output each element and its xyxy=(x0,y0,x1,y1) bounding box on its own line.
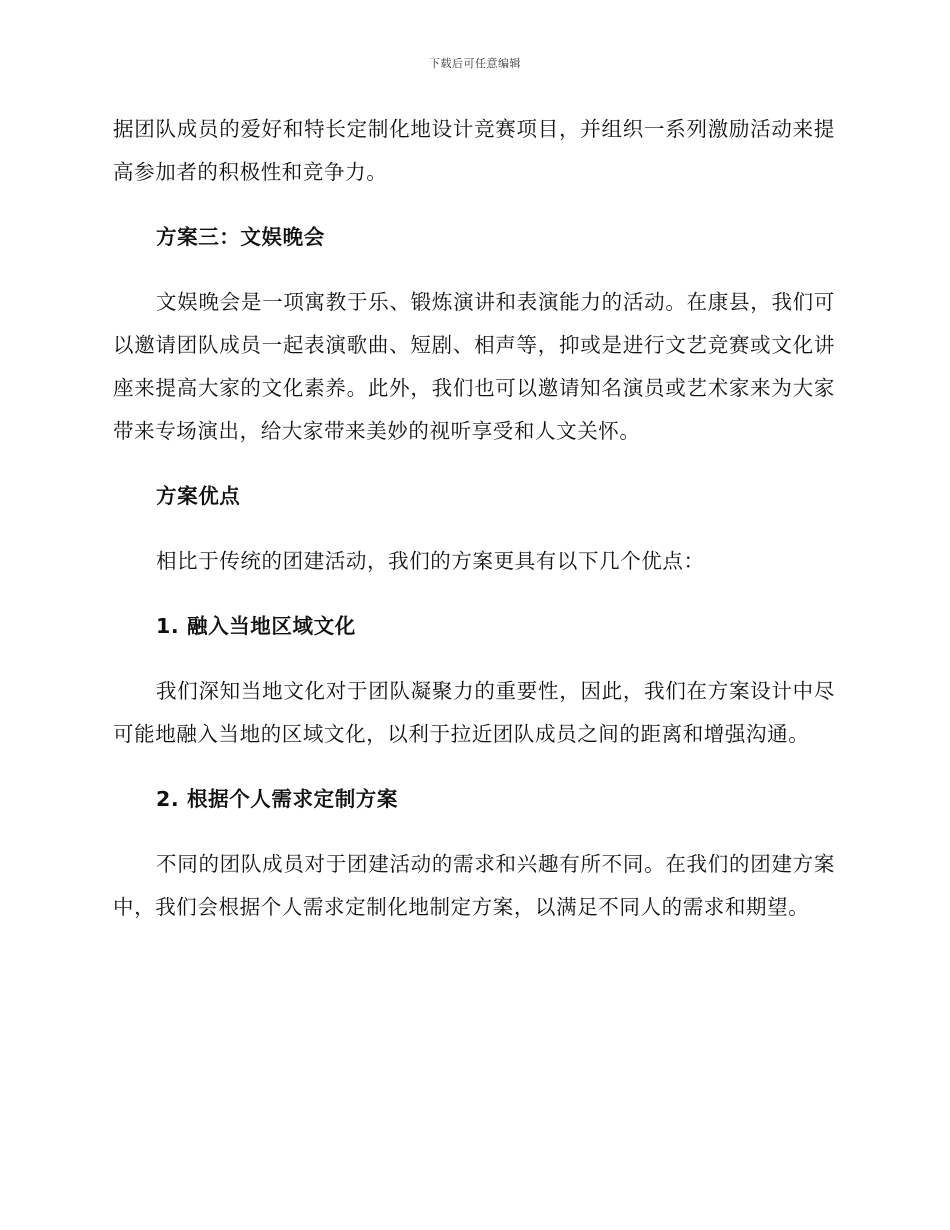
paragraph-customized-plan: 不同的团队成员对于团建活动的需求和兴趣有所不同。在我们的团建方案中，我们会根据个人需求定制化地制定方案，以满足不同人的需求和期望。 xyxy=(113,852,835,919)
document-body xyxy=(113,108,835,951)
paragraph-gala: 文娱晚会是一项寓教于乐、锻炼演讲和表演能力的活动。在康县，我们可以邀请团队成员一起表演歌曲、短剧、相声等，抑或是进行文艺竞赛或文化讲座来提高大家的文化素养。此外，我们也可以邀请知名演员或艺术家来为大家带来专场演出，给大家带来美妙的视听享受和人文关怀。 xyxy=(113,290,835,443)
paragraph-advantages-intro: 相比于传统的团建活动，我们的方案更具有以下几个优点： xyxy=(156,549,705,573)
header-note: 下载后可任意编辑 xyxy=(429,57,521,70)
heading-plan-three: 方案三：文娱晚会 xyxy=(156,225,325,249)
paragraph-local-culture: 我们深知当地文化对于团队凝聚力的重要性，因此，我们在方案设计中尽可能地融入当地的区域文化，以利于拉近团队成员之间的距离和增强沟通。 xyxy=(113,679,835,746)
heading-advantages: 方案优点 xyxy=(156,484,241,508)
heading-customized-plan: 2. 根据个人需求定制方案 xyxy=(156,787,398,811)
paragraph-continued: 据团队成员的爱好和特长定制化地设计竞赛项目，并组织一系列激励活动来提高参加者的积极性和竞争力。 xyxy=(113,117,835,184)
heading-local-culture: 1. 融入当地区域文化 xyxy=(156,614,356,638)
